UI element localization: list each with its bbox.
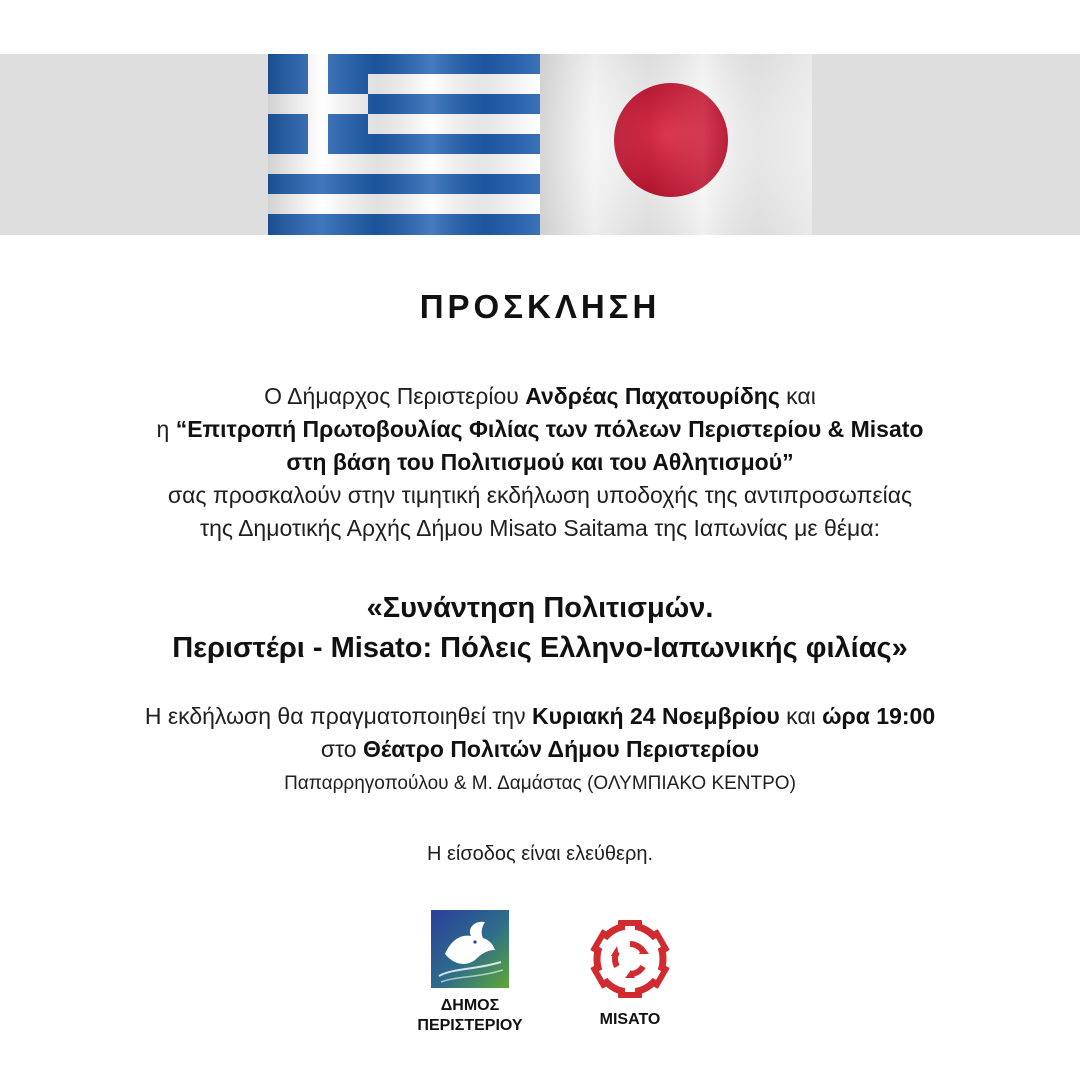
committee-name-cont: στη βάση του Πολιτισμού και του Αθλητισμού” bbox=[286, 449, 794, 475]
intro-text: Ο Δήμαρχος Περιστερίου Ανδρέας Παχατουρίδης και η “Επιτροπή Πρωτοβουλίας Φιλίας των πόλεων Περιστερίου & Misato στη βάση του Πολιτισμού και του Αθλητισμού” σας προσκαλούν στην τιμητική εκδήλωση υποδοχής της αντιπροσωπείας της Δημοτικής Αρχής Δήμου Misato Saitama της Ιαπωνίας με θέμα: bbox=[0, 380, 1080, 545]
event-venue: Θέατρο Πολιτών Δήμου Περιστερίου bbox=[362, 736, 760, 762]
page-title: ΠΡΟΣΚΛΗΣΗ bbox=[419, 288, 661, 325]
flags-image bbox=[268, 54, 812, 235]
venue-address: Παπαρρηγοπούλου & Μ. Δαμάστας (ΟΛΥΜΠΙΑΚΟ ΚΕΝΤΡΟ) bbox=[284, 773, 796, 794]
peristeri-logo: ΔΗΜΟΣ ΠΕΡΙΣΤΕΡΙΟΥ bbox=[400, 910, 540, 1036]
event-theme: «Συνάντηση Πολιτισμών. Περιστέρι - Misato: Πόλεις Ελληνο-Ιαπωνικής φιλίας» bbox=[172, 592, 908, 664]
event-time: ώρα 19:00 bbox=[822, 703, 936, 729]
event-date: Κυριακή 24 Νοεμβρίου bbox=[531, 703, 780, 729]
greek-flag-icon bbox=[268, 54, 540, 235]
delegation-line: της Δημοτικής Αρχής Δήμου Misato Saitama της Ιαπωνίας με θέμα: bbox=[199, 515, 880, 541]
misato-emblem-icon bbox=[587, 916, 673, 1002]
invitation-line: σας προσκαλούν στην τιμητική εκδήλωση υποδοχής της αντιπροσωπείας bbox=[167, 482, 913, 508]
misato-logo: MISATO bbox=[560, 916, 700, 1030]
event-details: Η εκδήλωση θα πραγματοποιηθεί την Κυριακή 24 Νοεμβρίου και ώρα 19:00 στο Θέατρο Πολιτών Δήμου Περιστερίου bbox=[144, 703, 936, 762]
free-entry-note: Η είσοδος είναι ελεύθερη. bbox=[426, 843, 654, 865]
japan-flag-icon bbox=[540, 54, 812, 235]
committee-name: “Επιτροπή Πρωτοβουλίας Φιλίας των πόλεων Περιστερίου & Misato bbox=[175, 416, 924, 442]
dove-logo-icon bbox=[431, 910, 509, 988]
mayor-name: Ανδρέας Παχατουρίδης bbox=[525, 383, 780, 409]
